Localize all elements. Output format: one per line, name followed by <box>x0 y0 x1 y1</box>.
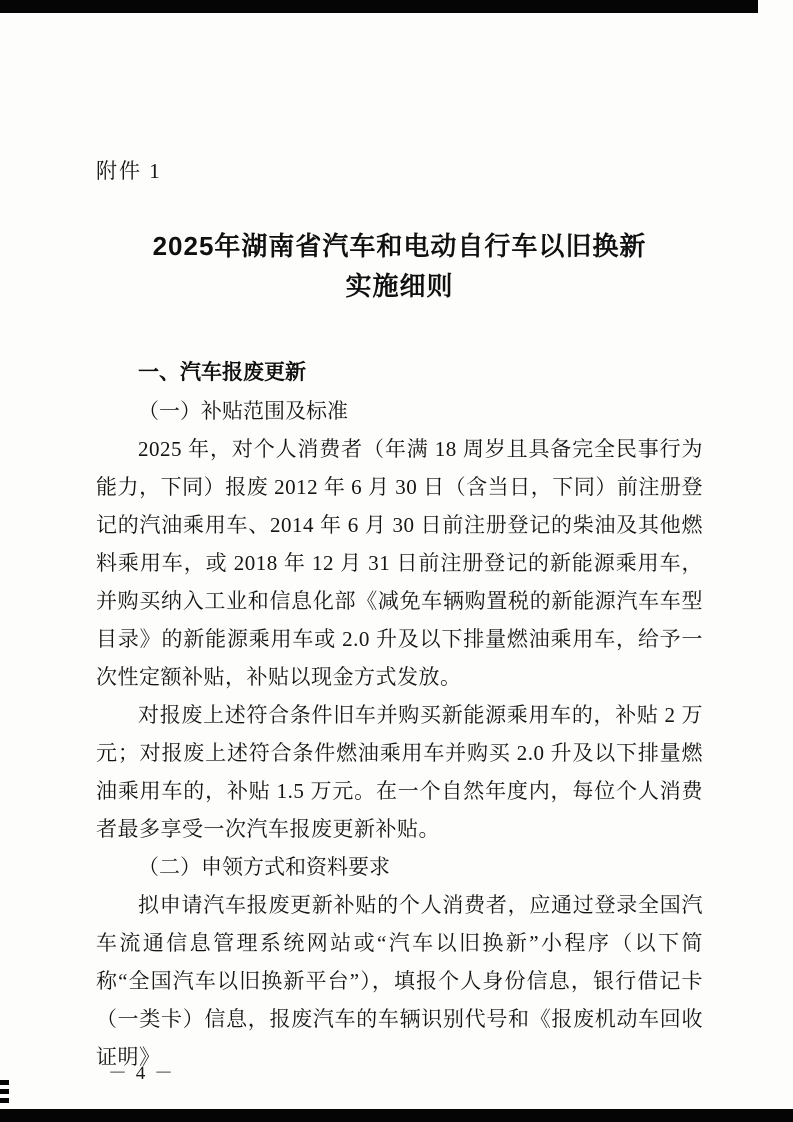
paragraph-subsidy-scope-1: 2025 年，对个人消费者（年满 18 周岁且具备完全民事行为能力，下同）报废 2012 年 6 月 30 日（含当日，下同）前注册登记的汽油乘用车、2014 年 6 月 30 日前注册登记的柴油及其他燃料乘用车，或 2018 年 12 月 31 日前注册登记的新能源乘用车，并购买纳入工业和信息化部《减免车辆购置税的新能源汽车车型目录》的新能源乘用车或 2.0 升及以下排量燃油乘用车，给予一次性定额补贴，补贴以现金方式发放。 <box>96 437 703 689</box>
paragraph-application-method: 拟申请汽车报废更新补贴的个人消费者，应通过登录全国汽车流通信息管理系统网站或“汽车以旧换新”小程序（以下简称“全国汽车以旧换新平台”），填报个人身份信息，银行借记卡（一类卡）信息，报废汽车的车辆识别代号和《报废机动车回收证明》 <box>96 893 703 1069</box>
subsection-heading-subsidy-scope: （一）补贴范围及标准 <box>138 399 348 423</box>
paragraph-subsidy-scope-2: 对报废上述符合条件旧车并购买新能源乘用车的，补贴 2 万元；对报废上述符合条件燃油乘用车并购买 2.0 升及以下排量燃油乘用车的，补贴 1.5 万元。在一个自然年度内，每位个人消费者最多享受一次汽车报废更新补贴。 <box>96 703 703 841</box>
attachment-label: 附件 1 <box>96 159 162 183</box>
title-line-2: 实施细则 <box>345 271 454 301</box>
section-heading-car-scrap-renewal: 一、汽车报废更新 <box>138 361 306 384</box>
document-title <box>96 226 703 306</box>
page-number: － 4 － <box>108 1063 176 1084</box>
title-line-1: 2025年湖南省汽车和电动自行车以旧换新 <box>152 231 647 261</box>
scan-artifact-left-mark <box>0 1080 9 1106</box>
subsection-heading-application-method: （二）申领方式和资料要求 <box>138 855 390 879</box>
scan-artifact-bottom-bar <box>0 1109 793 1122</box>
